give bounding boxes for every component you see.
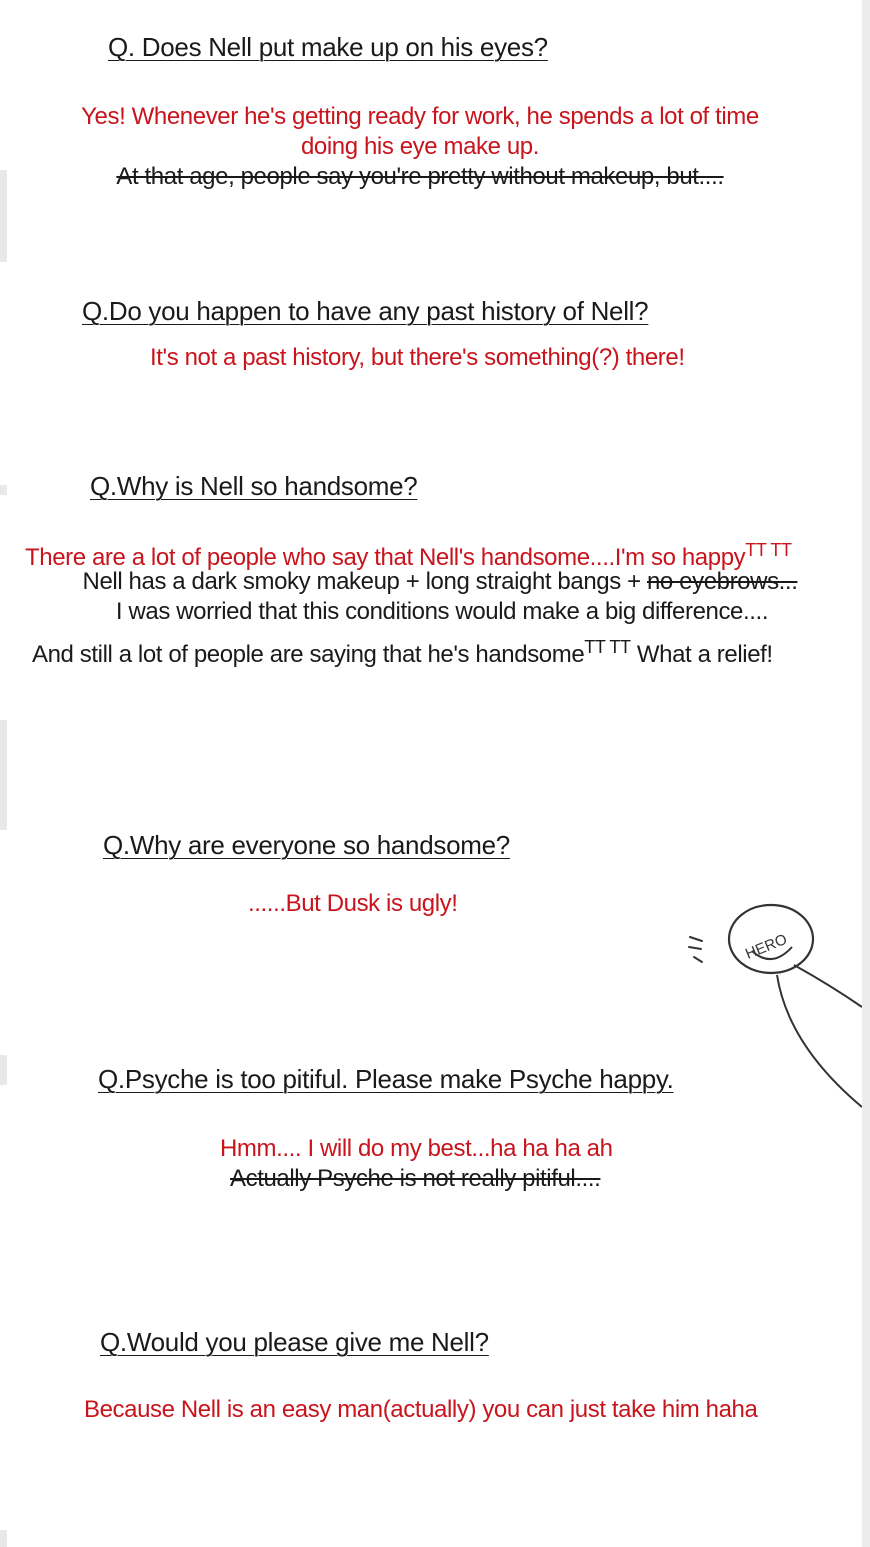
answer-line: Yes! Whenever he's getting ready for work, he spends a lot of time [81, 103, 759, 130]
answer-line: It's not a past history, but there's something(?) there! [150, 344, 685, 371]
struck-remark: Actually Psyche is not really pitiful.... [230, 1165, 601, 1192]
page-edge [862, 0, 870, 1547]
answer-line: doing his eye make up. [300, 133, 540, 160]
answer-line: Nell has a dark smoky makeup + long straight bangs + no eyebrows... [82, 568, 798, 595]
struck-remark: no eyebrows... [646, 568, 798, 595]
margin-mark [0, 1055, 7, 1085]
tears-emoticon: TT TT [745, 540, 792, 560]
tears-emoticon: TT TT [584, 637, 631, 657]
answer-line: ......But Dusk is ugly! [248, 890, 458, 917]
question-give-me-nell: Q.Would you please give me Nell? [100, 1327, 489, 1357]
answer-line: Hmm.... I will do my best...ha ha ha ah [220, 1135, 613, 1162]
doodle-label: HERO [742, 930, 790, 963]
question-why-handsome: Q.Why is Nell so handsome? [90, 471, 418, 501]
question-everyone-handsome: Q.Why are everyone so handsome? [103, 830, 510, 860]
answer-line: I was worried that this conditions would make a big difference.... [115, 598, 769, 625]
answer-line: There are a lot of people who say that Nell's handsome....I'm so happy$^{TT TT}$ [25, 540, 792, 571]
question-past-history: Q.Do you happen to have any past history of Nell? [82, 296, 649, 326]
margin-mark [0, 1530, 7, 1547]
answer-line: Because Nell is an easy man(actually) you can just take him haha [84, 1396, 758, 1423]
question-eye-makeup: Q. Does Nell put make up on his eyes? [108, 32, 548, 62]
margin-mark [0, 720, 7, 830]
answer-line: And still a lot of people are saying that he's handsome$^{TT TT}$ What a relief! [32, 637, 773, 668]
struck-remark: At that age, people say you're pretty without makeup, but.... [116, 163, 724, 190]
margin-mark [0, 485, 7, 495]
hero-stick-figure-doodle [680, 895, 862, 1117]
question-psyche-pitiful: Q.Psyche is too pitiful. Please make Psyche happy. [98, 1064, 674, 1094]
